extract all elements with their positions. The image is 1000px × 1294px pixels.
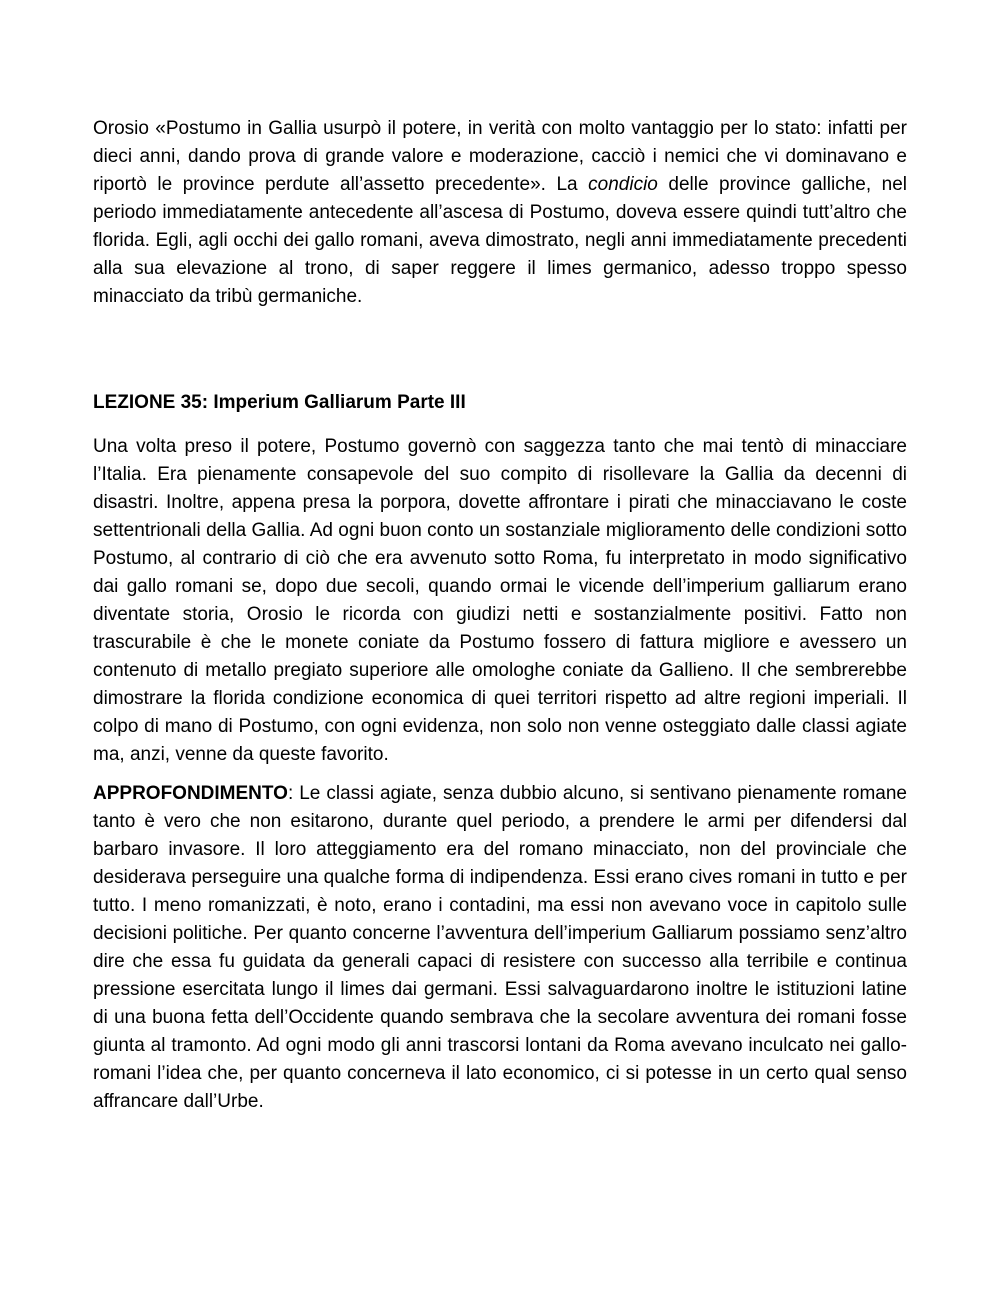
approfondimento-label: APPROFONDIMENTO	[93, 783, 288, 804]
approfondimento-text: : Le classi agiate, senza dubbio alcuno, si sentivano pienamente romane tanto è vero che non esitarono, durante quel periodo, a prendere le armi per difendersi dal barbaro invasore. Il loro atteggiamento era del romano minacciato, non del provinciale che desiderava perseguire una qualche forma di indipendenza. Essi erano cives romani in tutto e per tutto. I meno romanizzati, è noto, erano i contadini, ma essi non avevano voce in capitolo sulle decisioni politiche. Per quanto concerne l’avventura dell’imperium Galliarum possiamo senz’altro dire che essa fu guidata da generali capaci di resistere con successo alla terribile e continua pressione esercitata lungo il limes dai germani. Essi salvaguardarono inoltre le istituzioni latine di una buona fetta dell’Occidente quando sembrava che la secolare avventura dei romani fosse giunta al tramonto. Ad ogni modo gli anni trascorsi lontani da Roma avevano inculcato nei gallo-romani l’idea che, per quanto concerneva il lato economico, ci si potesse in un certo qual senso affrancare dall’Urbe.	[93, 783, 907, 1112]
intro-text-start: Orosio «Postumo in Gallia usurpò il potere, in verità con molto vantaggio per lo stato: infatti per dieci anni, dando prova di grande valore e moderazione, cacciò i nemici che vi dominavano e riportò le province perdute all’assetto precedente». La	[93, 118, 907, 195]
intro-paragraph	[93, 115, 907, 311]
approfondimento-paragraph	[93, 780, 907, 1116]
lesson-heading: LEZIONE 35: Imperium Galliarum Parte III	[93, 392, 466, 413]
lesson-paragraph: Una volta preso il potere, Postumo governò con saggezza tanto che mai tentò di minacciare l’Italia. Era pienamente consapevole del suo compito di risollevare la Gallia da decenni di disastri. Inoltre, appena presa la porpora, dovette affrontare i pirati che minacciavano le coste settentrionali della Gallia. Ad ogni buon conto un sostanziale miglioramento delle condizioni sotto Postumo, al contrario di ciò che era avvenuto sotto Roma, fu interpretato in modo significativo dai gallo romani se, dopo due secoli, quando ormai le vicende dell’imperium galliarum erano diventate storia, Orosio le ricorda con giudizi netti e sostanzialmente positivi. Fatto non trascurabile è che le monete coniate da Postumo fossero di fattura migliore e avessero un contenuto di metallo pregiato superiore alle omologhe coniate da Gallieno. Il che sembrerebbe dimostrare la florida condizione economica di quei territori rispetto ad altre regioni imperiali. Il colpo di mano di Postumo, con ogni evidenza, non solo non venne osteggiato dalle classi agiate ma, anzi, venne da queste favorito.	[93, 436, 907, 765]
intro-text-end: delle province galliche, nel periodo immediatamente antecedente all’ascesa di Postumo, doveva essere quindi tutt’altro che florida. Egli, agli occhi dei gallo romani, aveva dimostrato, negli anni immediatamente precedenti alla sua elevazione al trono, di saper reggere il limes germanico, adesso troppo spesso minacciato da tribù germaniche.	[93, 174, 907, 307]
intro-italic-term: condicio	[588, 174, 658, 195]
document-page	[93, 115, 907, 1127]
